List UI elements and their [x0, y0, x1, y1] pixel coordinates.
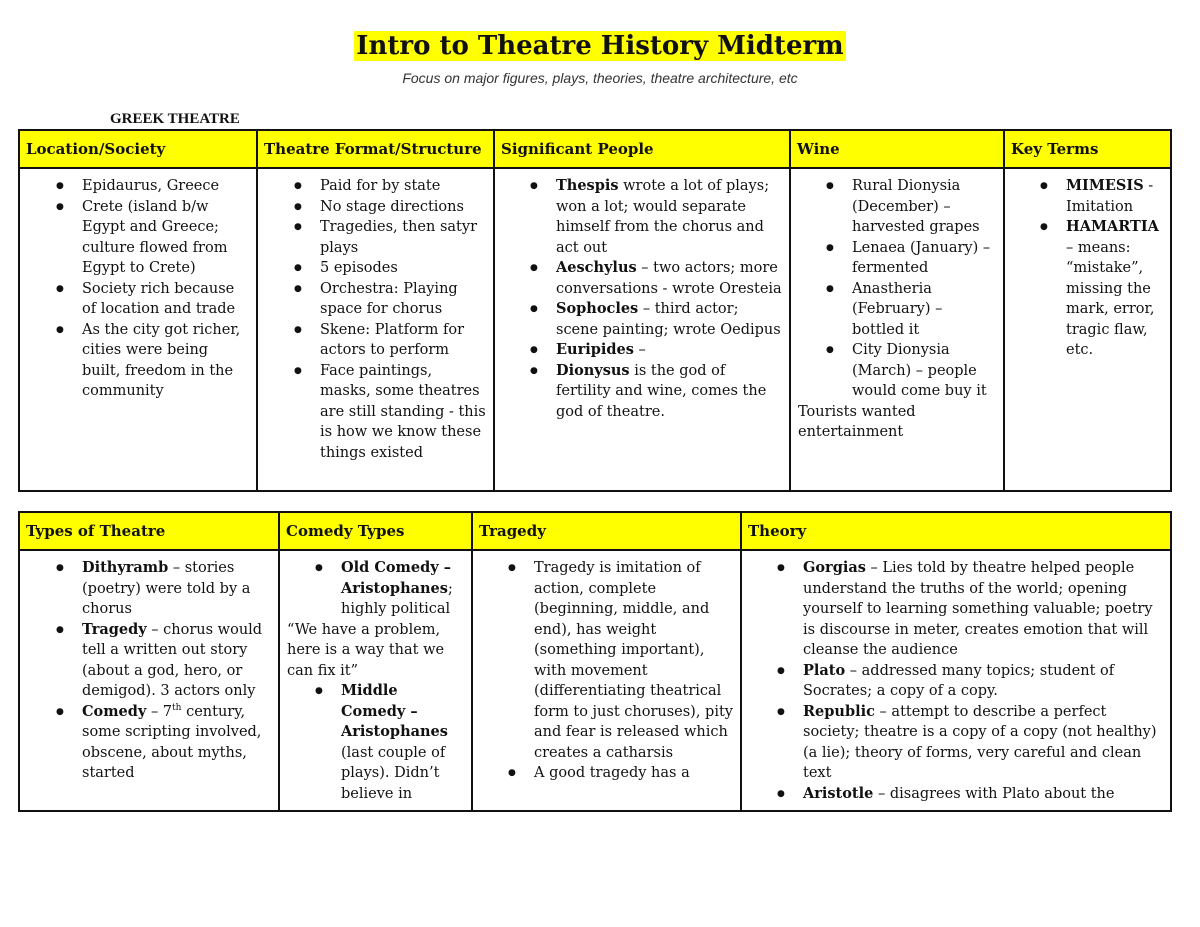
document-title: Intro to Theatre History Midterm [356, 31, 844, 61]
type-desc: – stories (poetry) were told by a chorus [82, 560, 251, 617]
comedy-list-1 [341, 558, 465, 620]
wine-list [852, 176, 997, 402]
list-item [803, 702, 1164, 784]
section-heading: GREEK THEATRE [110, 111, 240, 127]
wine-note: Tourists wanted entertainment [798, 403, 916, 440]
theory-list [803, 558, 1164, 803]
theorist-desc: – attempt to describe a perfect society; theatre is a copy of a copy (not healthy) (a lie); theory of forms, very careful and clean text [803, 703, 1157, 781]
list-item: ● No stage directions [320, 197, 487, 218]
list-item: ● Crete (island b/w Egypt and Greece; culture flowed from Egypt to Crete) [82, 197, 250, 279]
type-desc-pre: – 7 [146, 703, 173, 720]
list-item: ● Face paintings, masks, some theatres are still standing - this is how we know these things existed [320, 361, 487, 464]
cell-location [19, 168, 257, 491]
list-item [341, 558, 465, 620]
theorist-name: Republic [803, 702, 875, 720]
list-item: ● A good tragedy has a [534, 763, 734, 784]
people-list [556, 176, 783, 422]
term-desc: – means: “mistake”, missing the mark, error, tragic flaw, etc. [1066, 239, 1155, 358]
list-item [852, 176, 997, 238]
theorist-desc: – addressed many topics; student of Socrates; a copy of a copy. [803, 662, 1115, 699]
header-format: Theatre Format/Structure [257, 130, 494, 168]
cell-comedy [279, 550, 472, 811]
list-item: ● As the city got richer, cities were being built, freedom in the community [82, 320, 250, 402]
tragedy-list [534, 558, 734, 784]
list-item [556, 361, 783, 423]
list-item: ● Skene: Platform for actors to perform [320, 320, 487, 361]
list-item [82, 702, 272, 784]
cell-types [19, 550, 279, 811]
list-item: ● Tragedies, then satyr plays [320, 217, 487, 258]
comedy-name: Old Comedy – Aristophanes [341, 559, 451, 597]
cell-theory [741, 550, 1171, 811]
header-location: Location/Society [19, 130, 257, 168]
list-item: ● Orchestra: Playing space for chorus [320, 279, 487, 320]
list-item [556, 176, 783, 258]
list-item: ● Epidaurus, Greece [82, 176, 250, 197]
list-item [803, 661, 1164, 702]
comedy-list-2 [341, 681, 465, 803]
list-item [1066, 217, 1164, 361]
format-list [320, 176, 487, 463]
greek-theatre-table [18, 129, 1172, 492]
theorist-name: Gorgias [803, 559, 866, 576]
person-name: Euripides [556, 341, 634, 358]
header-key-terms: Key Terms [1004, 130, 1171, 168]
list-item: ● Tragedy is imitation of action, complete (beginning, middle, and end), has weight (something important), with movement (differentiating theatrical form to just choruses), pity and fear is released which creates a catharsis [534, 558, 734, 763]
person-desc: – [633, 342, 646, 358]
type-desc: century, some scripting involved, obscene, about myths, started [82, 703, 262, 781]
festival-name: City Dionysia (March) [852, 342, 950, 379]
theorist-desc: – disagrees with Plato about the [873, 785, 1115, 802]
terms-list [1066, 176, 1164, 361]
person-desc: – third actor; scene painting; wrote Oedipus [556, 301, 781, 338]
person-desc: – two actors; more conversations - wrote Oresteia [556, 260, 782, 297]
festival-name: Anastheria (February) [852, 280, 932, 317]
header-types: Types of Theatre [19, 512, 279, 550]
term-name: HAMARTIA [1066, 218, 1159, 235]
list-item [82, 620, 272, 702]
list-item [82, 558, 272, 620]
cell-wine [790, 168, 1004, 491]
list-item [1066, 176, 1164, 217]
festival-name: Lenaea (January) [852, 239, 979, 256]
theorist-desc: – Lies told by theatre helped people understand the truths of the world; opening yourself to learning something valuable; poetry is discourse in meter, creates emotion that will cleanse the audience [803, 560, 1153, 658]
list-item: ● Paid for by state [320, 176, 487, 197]
list-item: ● Society rich because of location and trade [82, 279, 250, 320]
theorist-name: Aristotle [803, 784, 874, 802]
festival-desc: – fermented [852, 239, 991, 276]
list-item [803, 558, 1164, 661]
type-name: Tragedy [82, 620, 147, 638]
header-wine: Wine [790, 130, 1004, 168]
list-item [852, 238, 997, 279]
document-subtitle: Focus on major figures, plays, theories, theatre architecture, etc [402, 70, 798, 86]
cell-people [494, 168, 790, 491]
theorist-name: Plato [803, 661, 846, 679]
type-name: Comedy [82, 702, 147, 720]
list-item [803, 784, 1164, 804]
person-name: Sophocles [556, 300, 639, 317]
person-name: Aeschylus [556, 259, 637, 276]
type-desc: – chorus would tell a written out story (about a god, hero, or demigod). 3 actors only [82, 621, 263, 699]
comedy-desc: ; highly political [341, 580, 453, 617]
list-item [556, 299, 783, 340]
comedy-quote: “We have a problem, here is a way that we can fix it” [287, 621, 445, 679]
person-desc: wrote a lot of plays; won a lot; would separate himself from the chorus and act out [556, 178, 770, 256]
superscript: th [172, 702, 182, 713]
festival-desc: – harvested grapes [852, 198, 980, 235]
person-desc: is the god of fertility and wine, comes the god of theatre. [556, 362, 767, 420]
list-item [341, 681, 465, 803]
header-theory: Theory [741, 512, 1171, 550]
list-item [852, 340, 997, 402]
type-name: Dithyramb [82, 559, 169, 576]
term-desc: - Imitation [1066, 178, 1154, 215]
person-name: Dionysus [556, 361, 630, 379]
cell-key-terms [1004, 168, 1171, 491]
list-item [556, 258, 783, 299]
term-name: MIMESIS [1066, 177, 1144, 194]
festival-name: Rural Dionysia (December) [852, 178, 961, 215]
festival-desc: – bottled it [852, 301, 943, 338]
cell-tragedy [472, 550, 741, 811]
person-name: Thespis [556, 177, 619, 194]
festival-desc: – people would come buy it [852, 362, 987, 399]
comedy-name: Middle Comedy – Aristophanes [341, 682, 448, 740]
header-comedy: Comedy Types [279, 512, 472, 550]
list-item [852, 279, 997, 341]
list-item [556, 340, 783, 361]
theatre-types-table [18, 511, 1172, 812]
cell-format [257, 168, 494, 491]
list-item: ● 5 episodes [320, 258, 487, 279]
document-title-wrap [0, 30, 1200, 62]
comedy-desc: (last couple of plays). Didn’t believe in [341, 744, 446, 802]
header-tragedy: Tragedy [472, 512, 741, 550]
types-list [82, 558, 272, 784]
header-people: Significant People [494, 130, 790, 168]
location-list [82, 176, 250, 402]
